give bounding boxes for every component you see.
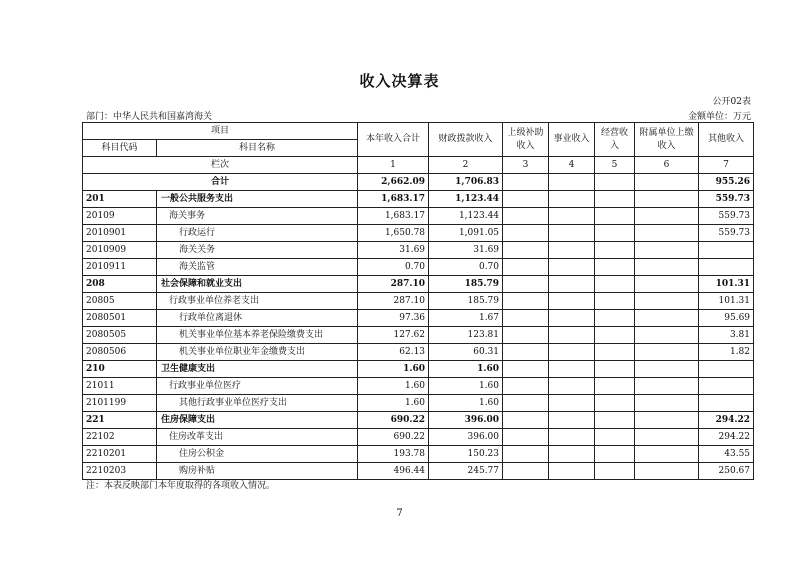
- row-c2: 185.79: [429, 276, 503, 293]
- row-c2: 396.00: [429, 429, 503, 446]
- column-index: 7: [699, 157, 754, 174]
- row-name: 购房补贴: [157, 463, 358, 480]
- table-row: [83, 259, 754, 276]
- row-c2: 60.31: [429, 344, 503, 361]
- income-table: [82, 122, 754, 480]
- row-c7: 294.22: [699, 429, 754, 446]
- header-superior-subsidy: 上级补助收入: [503, 123, 549, 157]
- row-c7: 1.82: [699, 344, 754, 361]
- row-c2: 396.00: [429, 412, 503, 429]
- header-name: 科目名称: [157, 140, 358, 157]
- row-c1: 31.69: [358, 242, 429, 259]
- row-code: 2080505: [83, 327, 157, 344]
- row-name: 机关事业单位职业年金缴费支出: [157, 344, 358, 361]
- row-c7: 559.73: [699, 225, 754, 242]
- total-label: 合计: [83, 174, 358, 191]
- row-code: 2010909: [83, 242, 157, 259]
- row-c2: 1,123.44: [429, 208, 503, 225]
- table-row: [83, 378, 754, 395]
- row-name: 海关关务: [157, 242, 358, 259]
- column-index: 1: [358, 157, 429, 174]
- table-row: [83, 208, 754, 225]
- row-c1: 690.22: [358, 412, 429, 429]
- table-note: 注：本表反映部门本年度取得的各项收入情况。: [86, 481, 276, 491]
- row-c2: 123.81: [429, 327, 503, 344]
- column-index-label: 栏次: [83, 157, 358, 174]
- header-affiliated-income: 附属单位上缴收入: [635, 123, 699, 157]
- header-other-income: 其他收入: [699, 123, 754, 157]
- row-c2: 1.60: [429, 378, 503, 395]
- row-c1: 1.60: [358, 378, 429, 395]
- row-c2: 150.23: [429, 446, 503, 463]
- row-c1: 1,683.17: [358, 208, 429, 225]
- row-c1: 127.62: [358, 327, 429, 344]
- row-c2: 245.77: [429, 463, 503, 480]
- row-c2: 1.60: [429, 395, 503, 412]
- row-c1: 0.70: [358, 259, 429, 276]
- row-code: 2080501: [83, 310, 157, 327]
- row-name: 住房公积金: [157, 446, 358, 463]
- table-row: [83, 446, 754, 463]
- row-name: 海关监管: [157, 259, 358, 276]
- row-code: 21011: [83, 378, 157, 395]
- row-name: 一般公共服务支出: [157, 191, 358, 208]
- row-code: 20109: [83, 208, 157, 225]
- form-number: 公开02表: [712, 97, 751, 107]
- row-name: 行政事业单位养老支出: [157, 293, 358, 310]
- row-c2: 1.60: [429, 361, 503, 378]
- row-c2: 185.79: [429, 293, 503, 310]
- column-index: 4: [549, 157, 595, 174]
- table-row: [83, 225, 754, 242]
- row-code: 20805: [83, 293, 157, 310]
- row-name: 行政单位离退休: [157, 310, 358, 327]
- row-name: 海关事务: [157, 208, 358, 225]
- row-code: 210: [83, 361, 157, 378]
- row-code: 2010901: [83, 225, 157, 242]
- row-c7: [699, 395, 754, 412]
- row-name: 住房改革支出: [157, 429, 358, 446]
- row-c2: 0.70: [429, 259, 503, 276]
- row-c1: 193.78: [358, 446, 429, 463]
- header-operating-income: 经营收入: [595, 123, 635, 157]
- header-business-income: 事业收入: [549, 123, 595, 157]
- row-c7: 95.69: [699, 310, 754, 327]
- row-c7: 294.22: [699, 412, 754, 429]
- page-title: 收入决算表: [359, 72, 440, 90]
- table-row: [83, 412, 754, 429]
- total-c2: 1,706.83: [429, 174, 503, 191]
- row-name: 行政运行: [157, 225, 358, 242]
- row-c1: 62.13: [358, 344, 429, 361]
- table-row: [83, 276, 754, 293]
- row-c1: 1.60: [358, 395, 429, 412]
- row-code: 22102: [83, 429, 157, 446]
- row-code: 208: [83, 276, 157, 293]
- row-code: 221: [83, 412, 157, 429]
- row-c7: 250.67: [699, 463, 754, 480]
- row-c1: 287.10: [358, 276, 429, 293]
- row-name: 机关事业单位基本养老保险缴费支出: [157, 327, 358, 344]
- row-code: 2210201: [83, 446, 157, 463]
- column-index: 5: [595, 157, 635, 174]
- header-total-income: 本年收入合计: [358, 123, 429, 157]
- row-code: 2210203: [83, 463, 157, 480]
- row-c7: [699, 259, 754, 276]
- table-row: [83, 395, 754, 412]
- row-c7: [699, 378, 754, 395]
- row-name: 住房保障支出: [157, 412, 358, 429]
- table-row: [83, 242, 754, 259]
- row-c1: 287.10: [358, 293, 429, 310]
- header-code: 科目代码: [83, 140, 157, 157]
- row-code: 2101199: [83, 395, 157, 412]
- column-index: 2: [429, 157, 503, 174]
- row-name: 行政事业单位医疗: [157, 378, 358, 395]
- row-c2: 1.67: [429, 310, 503, 327]
- row-c2: 31.69: [429, 242, 503, 259]
- row-name: 社会保障和就业支出: [157, 276, 358, 293]
- table-row: [83, 463, 754, 480]
- row-c7: [699, 242, 754, 259]
- column-index: 3: [503, 157, 549, 174]
- row-c1: 496.44: [358, 463, 429, 480]
- page-number: 7: [396, 508, 403, 519]
- header-fiscal-income: 财政拨款收入: [429, 123, 503, 157]
- row-c1: 1.60: [358, 361, 429, 378]
- row-c2: 1,091.05: [429, 225, 503, 242]
- row-c7: 43.55: [699, 446, 754, 463]
- table-row: [83, 429, 754, 446]
- row-c7: [699, 361, 754, 378]
- table-row: [83, 310, 754, 327]
- total-c1: 2,662.09: [358, 174, 429, 191]
- row-code: 2080506: [83, 344, 157, 361]
- row-c1: 690.22: [358, 429, 429, 446]
- table-row: [83, 361, 754, 378]
- amount-unit-label: 金额单位：万元: [687, 112, 751, 122]
- total-c7: 955.26: [699, 174, 754, 191]
- row-name: 其他行政事业单位医疗支出: [157, 395, 358, 412]
- row-c7: 101.31: [699, 276, 754, 293]
- department-label: 部门：中华人民共和国嘉湾海关: [86, 112, 213, 122]
- row-c7: 559.73: [699, 208, 754, 225]
- row-c2: 1,123.44: [429, 191, 503, 208]
- row-code: 2010911: [83, 259, 157, 276]
- table-row: [83, 191, 754, 208]
- row-c1: 1,650.78: [358, 225, 429, 242]
- row-c7: 559.73: [699, 191, 754, 208]
- row-name: 卫生健康支出: [157, 361, 358, 378]
- row-c7: 101.31: [699, 293, 754, 310]
- table-row: [83, 327, 754, 344]
- row-c7: 3.81: [699, 327, 754, 344]
- table-row: [83, 344, 754, 361]
- column-index: 6: [635, 157, 699, 174]
- row-code: 201: [83, 191, 157, 208]
- table-row: [83, 293, 754, 310]
- row-c1: 1,683.17: [358, 191, 429, 208]
- row-c1: 97.36: [358, 310, 429, 327]
- header-item: 项目: [83, 123, 358, 140]
